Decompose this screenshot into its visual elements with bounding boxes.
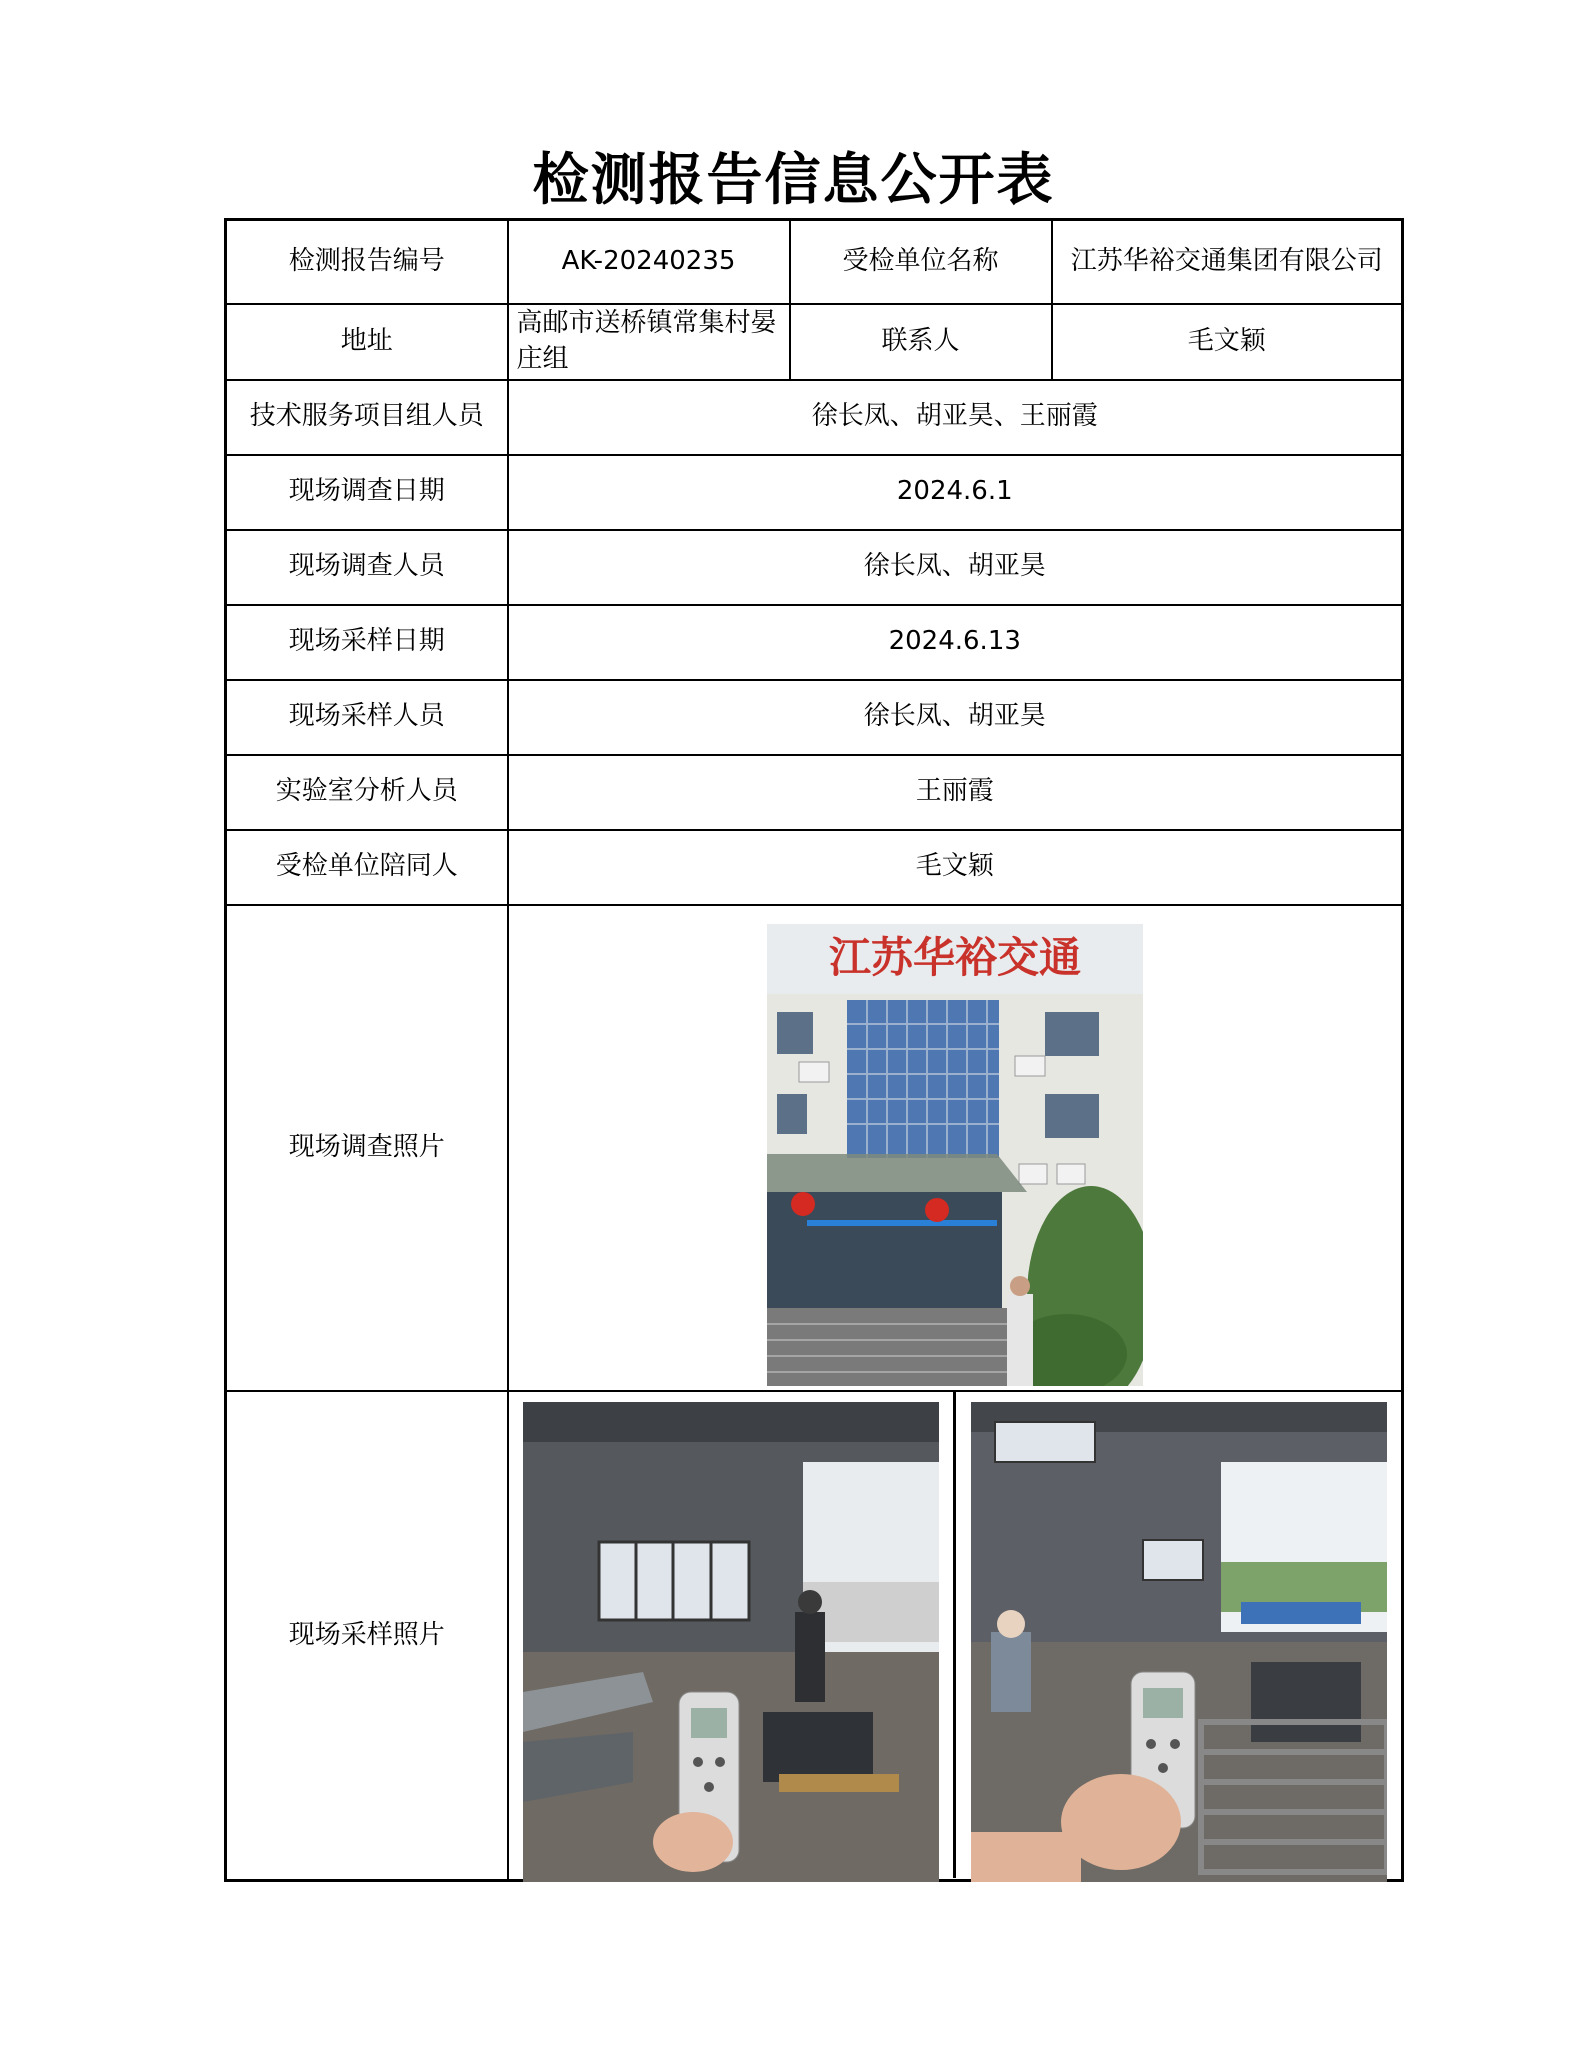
table-row <box>226 905 1403 1391</box>
sampling-photo-right <box>971 1402 1387 1882</box>
survey-photo-cell <box>508 905 1403 1391</box>
lab-staff-label: 实验室分析人员 <box>226 755 508 830</box>
survey-staff-label: 现场调查人员 <box>226 530 508 605</box>
sampling-photo-left <box>523 1402 939 1882</box>
table-row <box>226 380 1403 455</box>
sampling-staff-label: 现场采样人员 <box>226 680 508 755</box>
sampling-photo-label: 现场采样照片 <box>226 1391 508 1881</box>
team-value: 徐长凤、胡亚昊、王丽霞 <box>508 380 1403 455</box>
table-row <box>226 530 1403 605</box>
table-row <box>226 830 1403 905</box>
sampling-photo-cell <box>508 1391 1403 1881</box>
survey-photo <box>767 924 1143 1386</box>
escort-label: 受检单位陪同人 <box>226 830 508 905</box>
report-info-table <box>224 218 1404 1882</box>
escort-value: 毛文颖 <box>508 830 1403 905</box>
survey-date-label: 现场调查日期 <box>226 455 508 530</box>
report-no-value: AK-20240235 <box>508 220 790 304</box>
table-row <box>226 605 1403 680</box>
table-row <box>226 1391 1403 1881</box>
unit-name-value: 江苏华裕交通集团有限公司 <box>1052 220 1403 304</box>
contact-label: 联系人 <box>790 304 1052 380</box>
table-row <box>226 220 1403 304</box>
building-sign-text: 江苏华裕交通 <box>828 932 1081 982</box>
table-row <box>226 755 1403 830</box>
table-row <box>226 455 1403 530</box>
report-no-label: 检测报告编号 <box>226 220 508 304</box>
table-row <box>226 680 1403 755</box>
sampling-date-value: 2024.6.13 <box>508 605 1403 680</box>
table-row <box>226 304 1403 380</box>
sampling-date-label: 现场采样日期 <box>226 605 508 680</box>
lab-staff-value: 王丽霞 <box>508 755 1403 830</box>
address-label: 地址 <box>226 304 508 380</box>
sampling-staff-value: 徐长凤、胡亚昊 <box>508 680 1403 755</box>
address-value: 高邮市送桥镇常集村晏庄组 <box>508 304 790 380</box>
page-title: 检测报告信息公开表 <box>532 148 1055 213</box>
unit-name-label: 受检单位名称 <box>790 220 1052 304</box>
team-label: 技术服务项目组人员 <box>226 380 508 455</box>
survey-staff-value: 徐长凤、胡亚昊 <box>508 530 1403 605</box>
contact-value: 毛文颖 <box>1052 304 1403 380</box>
survey-photo-label: 现场调查照片 <box>226 905 508 1391</box>
survey-date-value: 2024.6.1 <box>508 455 1403 530</box>
